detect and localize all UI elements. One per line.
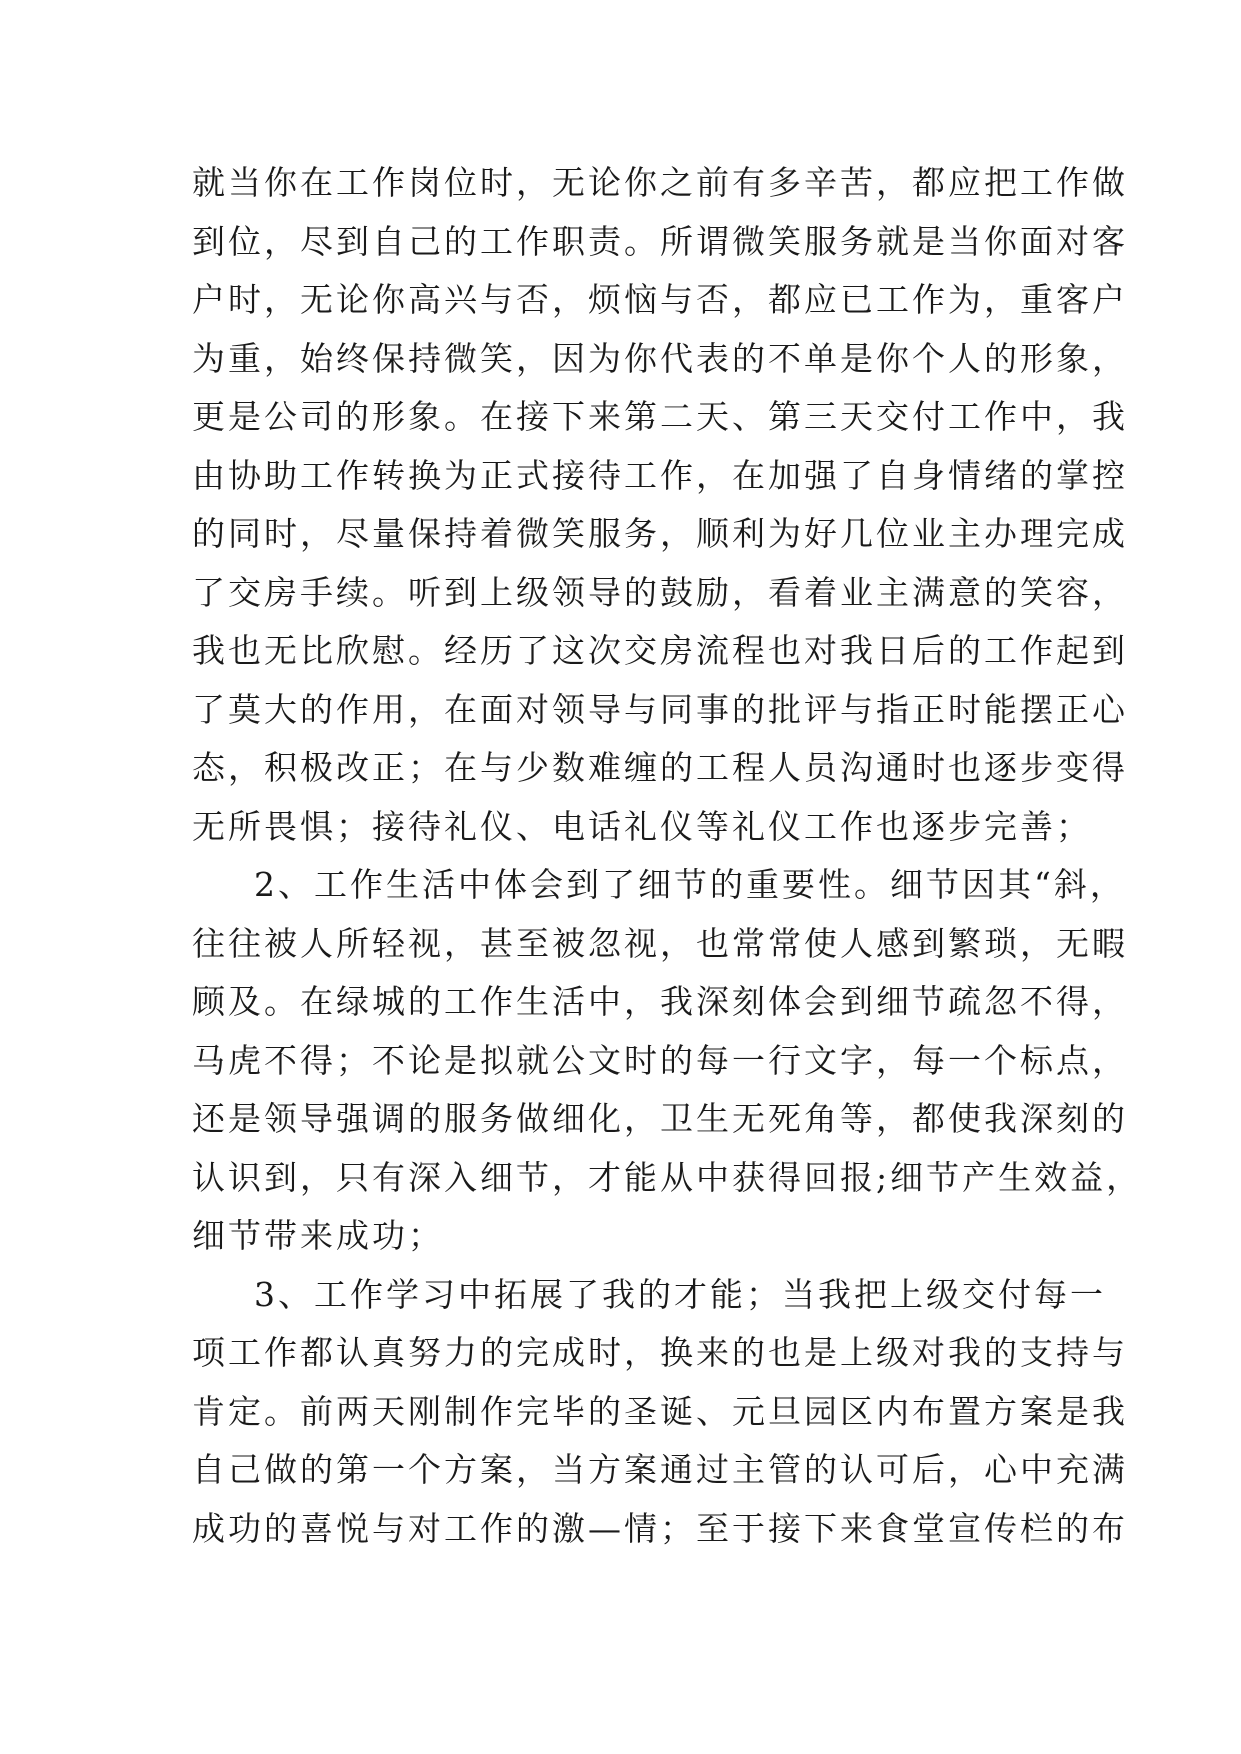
text-line: 户时，无论你高兴与否，烦恼与否，都应已工作为，重客户: [192, 280, 1128, 319]
text-line: 就当你在工作岗位时，无论你之前有多辛苦，都应把工作做: [192, 163, 1128, 202]
text-line: 的同时，尽量保持着微笑服务，顺利为好几位业主办理完成: [192, 514, 1128, 553]
text-line: 顾及。在绿城的工作生活中，我深刻体会到细节疏忽不得，: [192, 982, 1128, 1021]
text-line: 马虎不得；不论是拟就公文时的每一行文字，每一个标点，: [192, 1040, 1128, 1080]
text-line: 无所畏惧；接待礼仪、电话礼仪等礼仪工作也逐步完善；: [192, 806, 1092, 846]
text-line: 还是领导强调的服务做细化，卫生无死角等，都使我深刻的: [192, 1099, 1128, 1138]
text-line: 细节带来成功；: [192, 1216, 444, 1255]
text-line: 为重，始终保持微笑，因为你代表的不单是你个人的形象，: [192, 338, 1128, 378]
text-line: 了莫大的作用，在面对领导与同事的批评与指正时能摆正心: [192, 689, 1128, 729]
document-body: [192, 154, 1143, 1558]
text-line: 到位，尽到自己的工作职责。所谓微笑服务就是当你面对客: [192, 221, 1128, 261]
text-line: 由协助工作转换为正式接待工作，在加强了自身情绪的掌控: [192, 455, 1128, 495]
text-line: 往往被人所轻视，甚至被忽视，也常常使人感到繁琐，无暇: [192, 923, 1128, 963]
text-line: 更是公司的形象。在接下来第二天、第三天交付工作中，我: [192, 397, 1128, 436]
text-line: 项工作都认真努力的完成时，换来的也是上级对我的支持与: [192, 1333, 1128, 1372]
paragraph-start-line: 3、工作学习中拓展了我的才能；当我把上级交付每一: [254, 1274, 1106, 1314]
text-line: 了交房手续。听到上级领导的鼓励，看着业主满意的笑容，: [192, 572, 1128, 612]
text-line: 自己做的第一个方案，当方案通过主管的认可后，心中充满: [192, 1450, 1128, 1489]
paragraph-start-line: 2、工作生活中体会到了细节的重要性。细节因其“斜，: [254, 865, 1126, 904]
text-line: 我也无比欣慰。经历了这次交房流程也对我日后的工作起到: [192, 631, 1128, 670]
text-line: 肯定。前两天刚制作完毕的圣诞、元旦园区内布置方案是我: [192, 1391, 1128, 1431]
text-line: 态，积极改正；在与少数难缠的工程人员沟通时也逐步变得: [192, 748, 1128, 787]
text-line: 成功的喜悦与对工作的激—情；至于接下来食堂宣传栏的布: [192, 1508, 1128, 1548]
text-line: 认识到，只有深入细节，才能从中获得回报;细节产生效益，: [192, 1157, 1143, 1197]
